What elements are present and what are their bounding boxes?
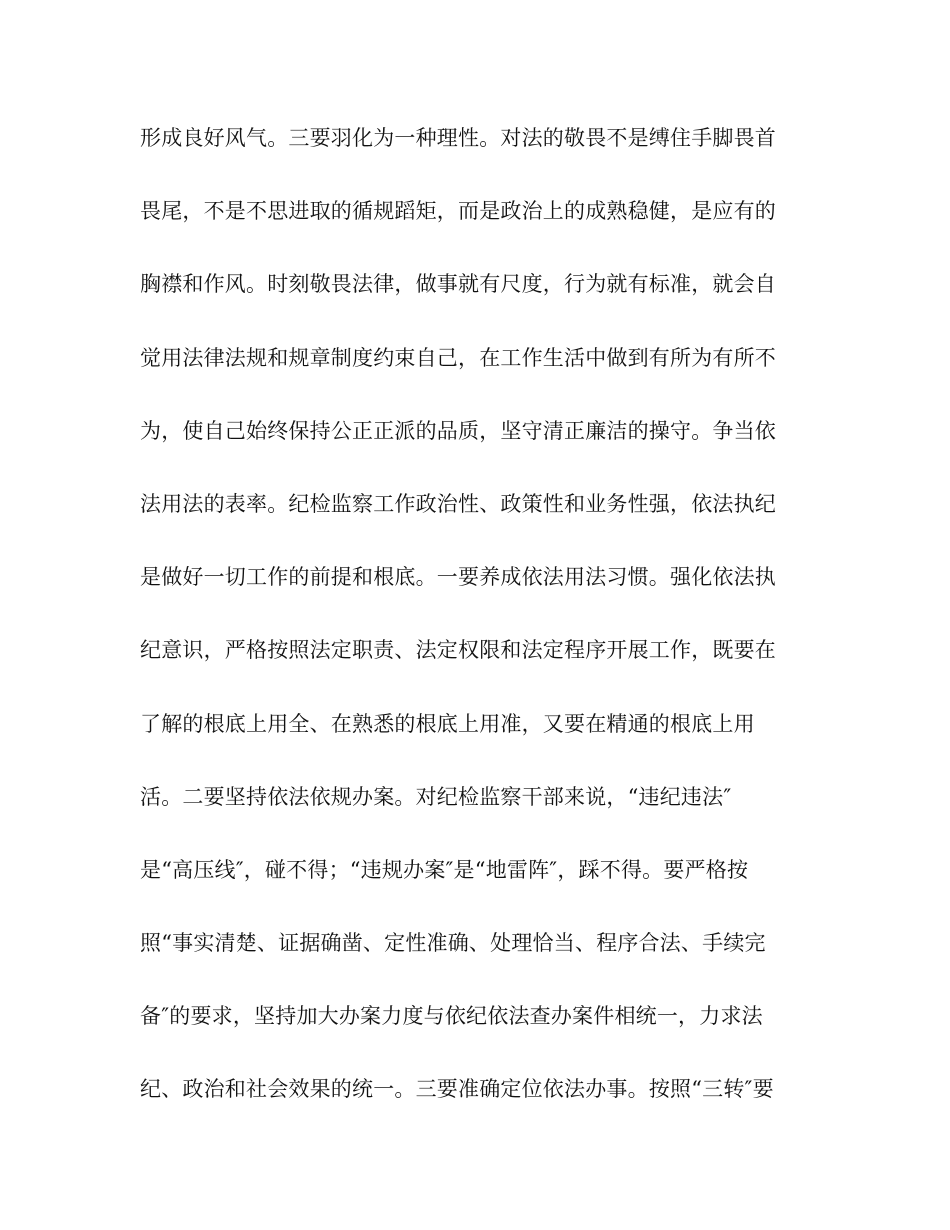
text-line-4: 觉用法律法规和规章制度约束自己，在工作生活中做到有所为有所不 <box>140 345 776 370</box>
text-line-1: 形成良好风气。三要羽化为一种理性。对法的敬畏不是缚住手脚畏首 <box>140 126 776 150</box>
text-line-8: 纪意识，严格按照法定职责、法定权限和法定程序开展工作，既要在 <box>140 638 776 663</box>
text-line-12: 照“事实清楚、证据确凿、定性准确、处理恰当、程序合法、手续完 <box>140 931 766 956</box>
text-line-14: 纪、政治和社会效果的统一。三要准确定位依法办事。按照“三转″要 <box>140 1077 774 1102</box>
text-line-5: 为，使自己始终保持公正正派的品质，坚守清正廉洁的操守。争当依 <box>140 418 776 443</box>
body-text <box>140 124 820 1149</box>
text-line-6: 法用法的表率。纪检监察工作政治性、政策性和业务性强，依法执纪 <box>140 491 776 516</box>
text-line-9: 了解的根底上用全、在熟悉的根底上用准，又要在精通的根底上用 <box>140 711 755 736</box>
text-line-3: 胸襟和作风。时刻敬畏法律，做事就有尺度，行为就有标准，就会自 <box>140 272 776 297</box>
text-line-13: 备″的要求，坚持加大办案力度与依纪依法查办案件相统一，力求法 <box>140 1004 763 1029</box>
text-line-2: 畏尾，不是不思进取的循规蹈矩，而是政治上的成熟稳健，是应有的 <box>140 199 776 224</box>
text-line-11: 是“高压线″，碰不得；“违规办案″是“地雷阵″，踩不得。要严格按 <box>140 857 749 882</box>
text-line-10: 活。二要坚持依法依规办案。对纪检监察干部来说，“违纪违法″ <box>140 784 732 809</box>
text-line-7: 是做好一切工作的前提和根底。一要养成依法用法习惯。强化依法执 <box>140 565 776 590</box>
